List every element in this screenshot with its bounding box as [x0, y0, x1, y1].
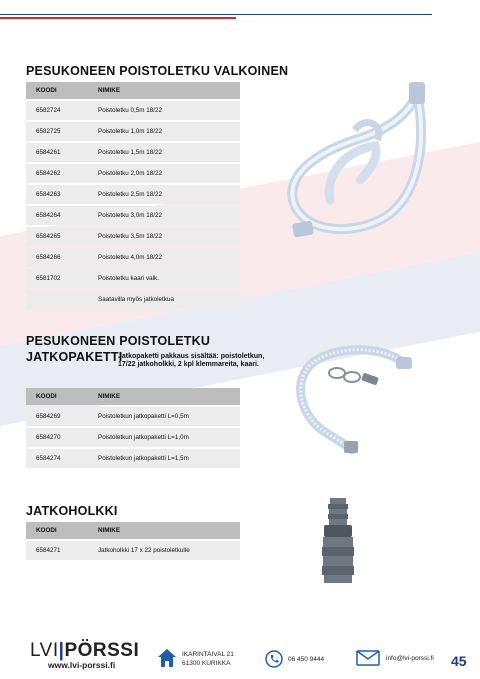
table-row — [26, 541, 240, 560]
product-code: 6584264 — [26, 206, 88, 225]
product-code: 6584263 — [26, 185, 88, 204]
product-table-coupling — [26, 520, 240, 562]
product-code: 6584265 — [26, 227, 88, 246]
product-name: Poistoletku kaari valk. — [88, 269, 240, 288]
column-header-code: KOODI — [26, 82, 88, 99]
table-row — [26, 185, 240, 204]
table-header-row — [26, 82, 240, 99]
product-code: 6582724 — [26, 101, 88, 120]
drain-hose-image — [285, 80, 435, 250]
product-name: Poistoletku 1,0m 18/22 — [88, 122, 240, 141]
product-name: Poistoletku 2,5m 18/22 — [88, 185, 240, 204]
product-name: Poistoletku 0,5m 18/22 — [88, 101, 240, 120]
table-row — [26, 248, 240, 267]
product-code: 6584261 — [26, 143, 88, 162]
section-title-extension-kit-line2: JATKOPAKETTI — [26, 350, 123, 364]
section-title-extension-kit-line1: PESUKONEEN POISTOLETKU — [26, 334, 211, 348]
table-row — [26, 449, 240, 468]
product-code: 6584266 — [26, 248, 88, 267]
table-row — [26, 164, 240, 183]
section-title-drain-hose: PESUKONEEN POISTOLETKU VALKOINEN — [26, 64, 289, 78]
column-header-name: NIMIKE — [88, 522, 240, 539]
top-rule-blue — [0, 14, 432, 15]
logo-lvi: LVI — [30, 640, 59, 661]
email-icon — [356, 650, 380, 666]
product-code: 6581702 — [26, 269, 88, 288]
product-name: Poistoletku 1,5m 18/22 — [88, 143, 240, 162]
column-header-code: KOODI — [26, 522, 88, 539]
phone-number[interactable]: 06 450 9444 — [288, 656, 325, 663]
product-name: Poistoletkun jatkopaketti L=0,5m — [88, 407, 240, 426]
product-code: 6584262 — [26, 164, 88, 183]
product-name: Poistoletkun jatkopaketti L=1,5m — [88, 449, 240, 468]
product-name: Poistoletku 3,0m 18/22 — [88, 206, 240, 225]
column-header-name: NIMIKE — [88, 388, 240, 405]
product-code: 6584274 — [26, 449, 88, 468]
product-name: Jatkoholkki 17 x 22 poistoletkulle — [88, 541, 240, 560]
address-street: IKARINTAIVAL 21 — [182, 651, 234, 658]
company-logo — [30, 640, 139, 662]
product-name: Poistoletkun jatkopaketti L=1,0m — [88, 428, 240, 447]
availability-note: Saatavilla myös jatkoletkua — [88, 290, 240, 309]
product-table-extension-kit — [26, 386, 240, 470]
coupling-image — [318, 496, 358, 586]
product-table-drain-hose — [26, 80, 240, 311]
table-row — [26, 428, 240, 447]
table-row — [26, 269, 240, 288]
kit-contents-note: Jatkopaketti pakkaus sisältää: poistoletkun, 17/22 jatkoholkki, 2 kpl klemmareita, kaari. — [118, 353, 265, 368]
page-number: 45 — [451, 653, 467, 669]
table-row — [26, 122, 240, 141]
table-row — [26, 101, 240, 120]
product-code: 6584270 — [26, 428, 88, 447]
column-header-code: KOODI — [26, 388, 88, 405]
table-header-row — [26, 522, 240, 539]
extension-kit-image — [292, 345, 417, 455]
product-name: Poistoletku 3,5m 18/22 — [88, 227, 240, 246]
top-rule-red — [0, 17, 236, 19]
table-header-row — [26, 388, 240, 405]
product-code: 6584271 — [26, 541, 88, 560]
section-title-coupling: JATKOHOLKKI — [26, 504, 118, 518]
table-row — [26, 206, 240, 225]
product-code: 6584269 — [26, 407, 88, 426]
column-header-name: NIMIKE — [88, 82, 240, 99]
email-address[interactable]: info@lvi-porssi.fi — [386, 655, 434, 662]
phone-icon — [265, 650, 283, 668]
website-link[interactable]: www.lvi-porssi.fi — [48, 660, 116, 670]
table-row — [26, 407, 240, 426]
address-city: 61300 KURIKKA — [182, 660, 231, 667]
product-name: Poistoletku 4,0m 18/22 — [88, 248, 240, 267]
table-row — [26, 143, 240, 162]
empty-cell — [26, 290, 88, 309]
logo-separator: | — [58, 640, 65, 661]
table-row-note — [26, 290, 240, 309]
product-code: 6582725 — [26, 122, 88, 141]
product-name: Poistoletku 2,0m 18/22 — [88, 164, 240, 183]
home-icon — [157, 648, 177, 668]
logo-porssi: PÖRSSI — [64, 640, 140, 661]
table-row — [26, 227, 240, 246]
